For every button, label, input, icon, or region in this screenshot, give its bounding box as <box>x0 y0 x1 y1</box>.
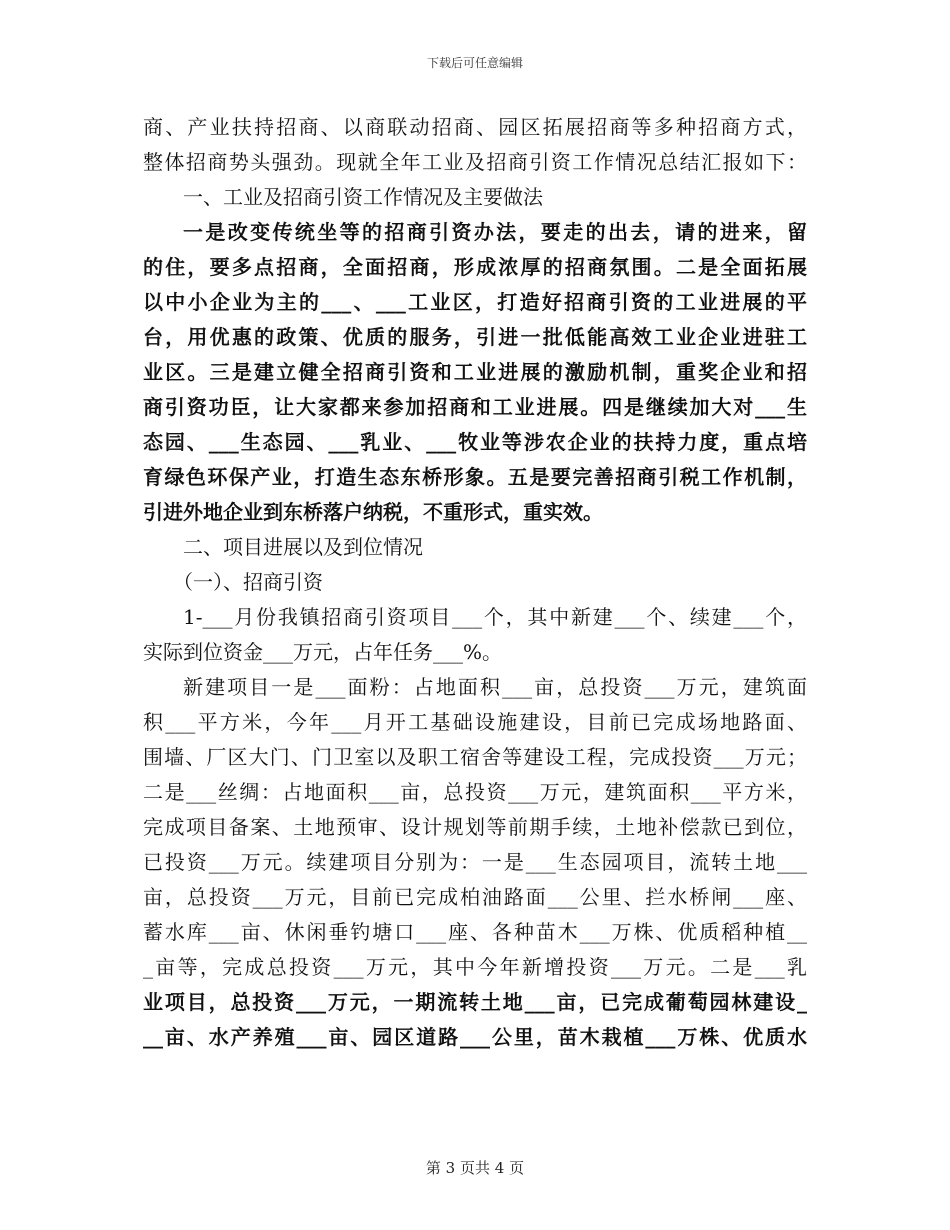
text-line: 的住，要多点招商，全面招商，形成浓厚的招商氛围。二是全面拓展 <box>143 255 807 279</box>
text-line: 业区。三是建立健全招商引资和工业进展的激励机制，重奖企业和招 <box>143 360 807 384</box>
text-line: （一）、招商引资 <box>173 570 323 594</box>
text-line: _亩等，完成总投资___万元，其中今年新增投资___万元。二是___乳 <box>143 955 807 979</box>
text-line: 以中小企业为主的___、___工业区，打造好招商引资的工业进展的平 <box>143 290 807 314</box>
text-line: 完成项目备案、土地预审、设计规划等前期手续，土地补偿款已到位， <box>143 815 807 839</box>
text-line: 实际到位资金___万元，占年任务___%。 <box>143 640 503 664</box>
text-line: 态园、___生态园、___乳业、___牧业等涉农企业的扶持力度，重点培 <box>143 430 807 454</box>
document-body <box>143 110 807 1055</box>
text-line: 引进外地企业到东桥落户纳税，不重形式，重实效。 <box>143 500 603 524</box>
text-line: 一是改变传统坐等的招商引资办法，要走的出去，请的进来，留 <box>183 220 807 244</box>
text-line: 商引资功臣，让大家都来参加招商和工业进展。四是继续加大对___生 <box>143 395 807 419</box>
text-line: 围墙、厂区大门、门卫室以及职工宿舍等建设工程，完成投资___万元； <box>143 745 807 769</box>
text-line: 整体招商势头强劲。现就全年工业及招商引资工作情况总结汇报如下： <box>143 150 807 174</box>
text-line: 二是___丝绸：占地面积___亩，总投资___万元，建筑面积___平方米， <box>143 780 807 804</box>
text-line: 一、工业及招商引资工作情况及主要做法 <box>183 185 543 209</box>
text-line: 业项目，总投资___万元，一期流转土地___亩，已完成葡萄园林建设_ <box>143 990 807 1014</box>
text-line: 亩，总投资___万元，目前已完成柏油路面___公里、拦水桥闸___座、 <box>143 885 807 909</box>
text-line: 新建项目一是___面粉：占地面积___亩，总投资___万元，建筑面 <box>183 675 807 699</box>
text-line: 1-___月份我镇招商引资项目___个，其中新建___个、续建___个， <box>183 605 807 629</box>
page-header: 下载后可任意编辑 <box>426 56 523 70</box>
text-line: 蓄水库___亩、休闲垂钓塘口___座、各种苗木___万株、优质稻种植__ <box>143 920 807 944</box>
text-line: 积___平方米，今年___月开工基础设施建设，目前已完成场地路面、 <box>143 710 807 734</box>
text-line: 育绿色环保产业，打造生态东桥形象。五是要完善招商引税工作机制， <box>143 465 807 489</box>
text-line: 台，用优惠的政策、优质的服务，引进一批低能高效工业企业进驻工 <box>143 325 807 349</box>
text-line: 商、产业扶持招商、以商联动招商、园区拓展招商等多种招商方式， <box>143 115 807 139</box>
text-line: __亩、水产养殖___亩、园区道路___公里，苗木栽植___万株、优质水 <box>143 1025 807 1049</box>
page-footer: 第 3 页共 4 页 <box>425 1159 525 1177</box>
text-line: 二、项目进展以及到位情况 <box>183 535 423 559</box>
text-line: 已投资___万元。续建项目分别为：一是___生态园项目，流转土地___ <box>143 850 807 874</box>
